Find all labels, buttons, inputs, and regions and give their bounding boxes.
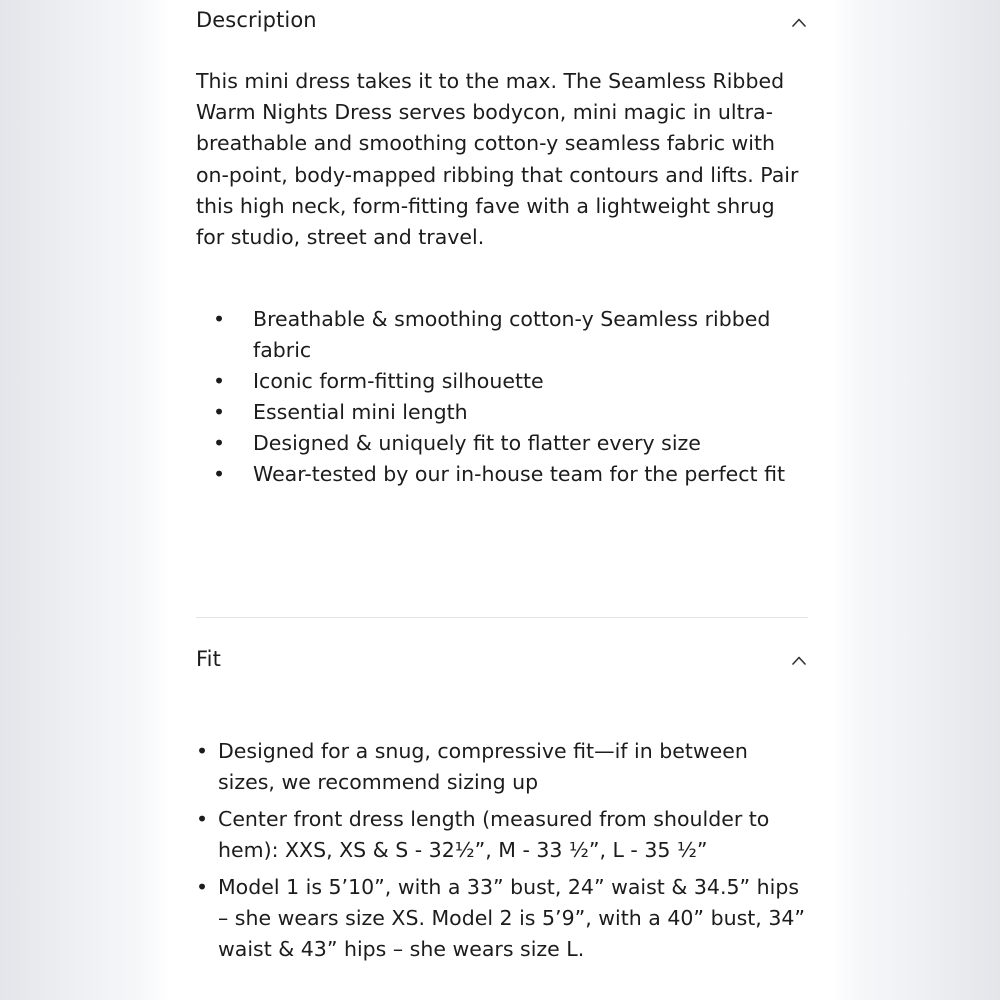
list-item-text: Iconic form-fitting silhouette [253, 369, 544, 393]
list-item [196, 804, 808, 866]
list-item [196, 428, 808, 459]
bullet: • [213, 307, 226, 331]
list-item [196, 304, 808, 366]
list-item [196, 366, 808, 397]
bullet: • [213, 431, 226, 455]
list-item-text: Center front dress length (measured from shoulder to hem): XXS, XS & S - 32½”, M - 33 ½”, L - 35 ½” [218, 807, 770, 862]
list-item [196, 459, 808, 490]
list-item [196, 736, 808, 798]
bullet: • [213, 369, 226, 393]
list-item-text: Breathable & smoothing cotton-y Seamless ribbed fabric [253, 307, 771, 362]
list-item-text: Designed for a snug, compressive fit—if in between sizes, we recommend sizing up [218, 739, 748, 794]
fit-title: Fit [196, 647, 221, 671]
list-item-text: Model 1 is 5’10”, with a 33” bust, 24” waist & 34.5” hips – she wears size XS. Model 2 is 5’9”, with a 40” bust, 34” waist & 43” hips – she wears size L. [218, 875, 806, 961]
description-bullet-list [196, 304, 808, 490]
description-header[interactable] [196, 0, 808, 46]
list-item [196, 397, 808, 428]
list-item [196, 872, 808, 965]
bullet: • [196, 739, 209, 763]
description-paragraph: This mini dress takes it to the max. The Seamless Ribbed Warm Nights Dress serves bodycon, mini magic in ultra-breathable and smoothing cotton-y seamless fabric with on-point, body-mapped ribbing that contours and lifts. Pair this high neck, form-fitting fave with a lightweight shrug for studio, street and travel. [196, 69, 799, 250]
chevron-up-icon[interactable] [792, 654, 806, 668]
chevron-up-icon[interactable] [792, 16, 806, 30]
fit-header[interactable] [196, 640, 808, 686]
bullet: • [196, 875, 209, 899]
bullet: • [213, 400, 226, 424]
bullet: • [213, 462, 226, 486]
description-title: Description [196, 8, 317, 32]
list-item-text: Designed & uniquely fit to flatter every size [253, 431, 701, 455]
fit-bullet-list [196, 736, 808, 971]
bullet: • [196, 807, 209, 831]
list-item-text: Essential mini length [253, 400, 468, 424]
list-item-text: Wear-tested by our in-house team for the perfect fit [253, 462, 786, 486]
section-divider [196, 617, 808, 618]
